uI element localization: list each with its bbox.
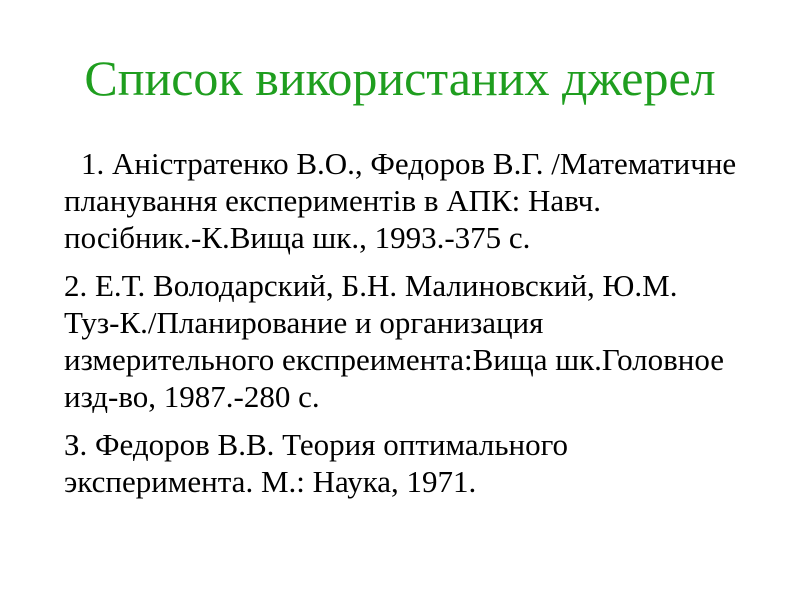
reference-item-2: [64, 267, 780, 415]
reference-line: планування експериментів в АПК: Навч.: [64, 183, 601, 218]
reference-line: измерительного експреимента:Вища шк.Головное: [64, 342, 725, 377]
reference-line: изд-во, 1987.-280 с.: [64, 379, 320, 414]
reference-line: Туз-К./Планирование и организация: [64, 305, 544, 340]
reference-line: 2. Е.Т. Володарский, Б.Н. Малиновский, Ю.М.: [64, 268, 678, 303]
reference-line: посібник.-К.Вища шк., 1993.-375 с.: [64, 220, 531, 255]
slide-title: Список використаних джерел: [84, 50, 716, 106]
reference-item-1: [64, 145, 780, 256]
reference-line: З. Федоров В.В. Теория оптимального: [64, 427, 569, 462]
references-list: [64, 145, 780, 511]
reference-item-3: [64, 426, 780, 500]
reference-line: эксперимента. М.: Наука, 1971.: [64, 464, 477, 499]
reference-line: 1. Аністратенко В.О., Федоров В.Г. /Математичне: [81, 146, 737, 181]
